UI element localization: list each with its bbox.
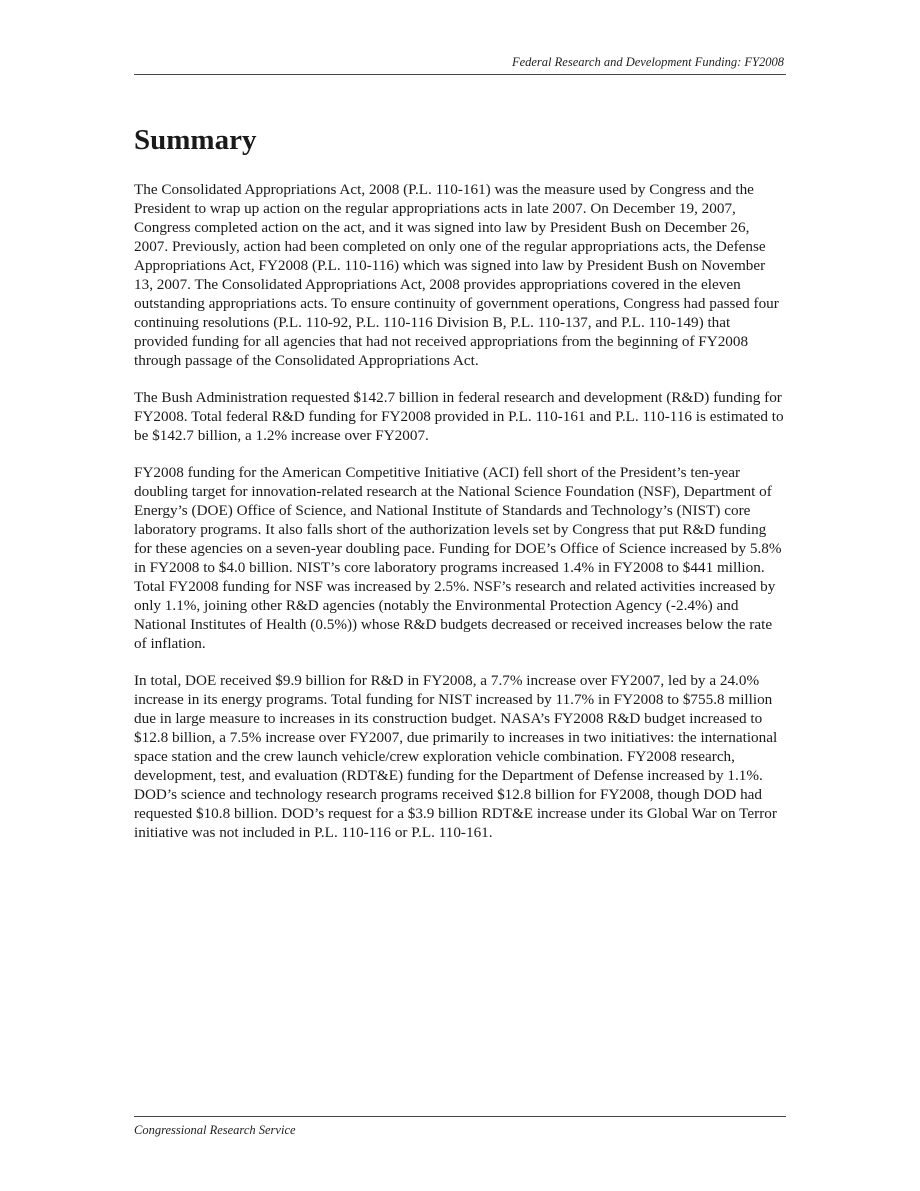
running-header — [134, 52, 786, 75]
summary-body — [134, 180, 785, 860]
running-footer — [134, 1116, 786, 1137]
running-header-title: Federal Research and Development Funding: FY2008 — [511, 55, 784, 69]
summary-paragraph-1: The Consolidated Appropriations Act, 2008 (P.L. 110-161) was the measure used by Congress and the President to wrap up action on the regular appropriations acts in late 2007. On December 19, 2007, Congress completed action on the act, and it was signed into law by President Bush on December 26, 2007. Previously, action had been completed on only one of the regular appropriations acts, the Defense Appropriations Act, FY2008 (P.L. 110-116) which was signed into law by President Bush on November 13, 2007. The Consolidated Appropriations Act, 2008 provides appropriations covered in the eleven outstanding appropriations acts. To ensure continuity of government operations, Congress had passed four continuing resolutions (P.L. 110-92, P.L. 110-116 Division B, P.L. 110-137, and P.L. 110-149) that provided funding for all agencies that had not received appropriations from the beginning of FY2008 through passage of the Consolidated Appropriations Act. — [134, 181, 779, 369]
summary-paragraph-4: In total, DOE received $9.9 billion for R&D in FY2008, a 7.7% increase over FY2007, led by a 24.0% increase in its energy programs. Total funding for NIST increased by 11.7% in FY2008 to $755.8 million due in large measure to increases in its construction budget. NASA’s FY2008 R&D budget increased to $12.8 billion, a 7.5% increase over FY2007, due primarily to increases in two initiatives: the international space station and the crew launch vehicle/crew exploration vehicle combination. FY2008 research, development, test, and evaluation (RDT&E) funding for the Department of Defense increased by 1.1%. DOD’s science and technology research programs received $12.8 billion for FY2008, though DOD had requested $10.8 billion. DOD’s request for a $3.9 billion RDT&E increase under its Global War on Terror initiative was not included in P.L. 110-116 or P.L. 110-161. — [134, 672, 778, 841]
summary-paragraph-3: FY2008 funding for the American Competitive Initiative (ACI) fell short of the President’s ten-year doubling target for innovation-related research at the National Science Foundation (NSF), Department of Energy’s (DOE) Office of Science, and National Institute of Standards and Technology’s (NIST) core laboratory programs. It also falls short of the authorization levels set by Congress that put R&D funding for these agencies on a seven-year doubling pace. Funding for DOE’s Office of Science increased by 5.8% in FY2008 to $4.0 billion. NIST’s core laboratory programs increased 1.4% in FY2008 to $441 million. Total FY2008 funding for NSF was increased by 2.5%. NSF’s research and related activities increased by only 1.1%, joining other R&D agencies (notably the Environmental Protection Agency (-2.4%) and National Institutes of Health (0.5%)) whose R&D budgets decreased or received increases below the rate of inflation. — [134, 464, 782, 652]
footer-organization: Congressional Research Service — [134, 1123, 296, 1137]
page-title: Summary — [134, 124, 257, 156]
summary-paragraph-2: The Bush Administration requested $142.7 billion in federal research and development (R&D) funding for FY2008. Total federal R&D funding for FY2008 provided in P.L. 110-161 and P.L. 110-116 is estimated to be $142.7 billion, a 1.2% increase over FY2007. — [134, 389, 784, 444]
